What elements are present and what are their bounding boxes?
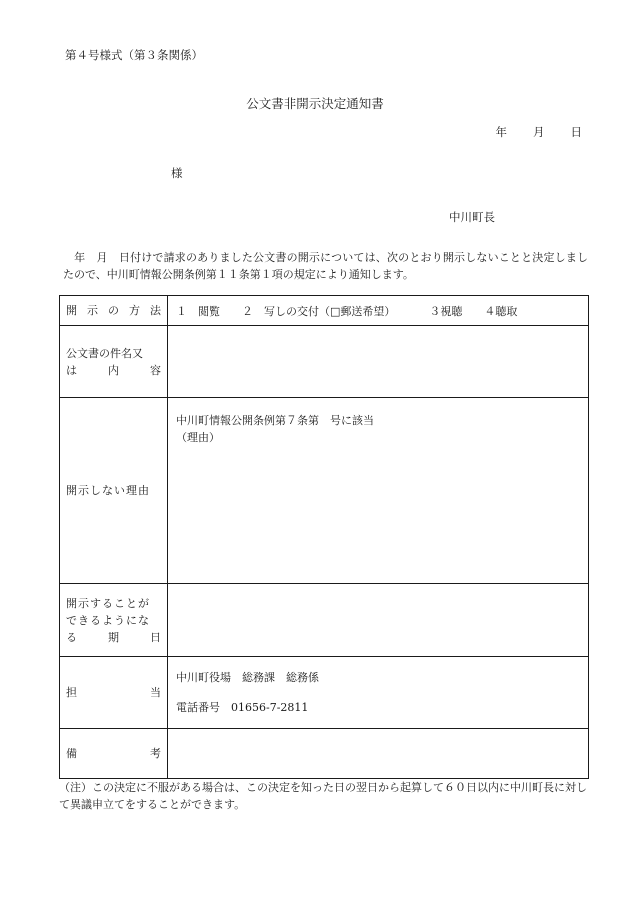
row-disclosure-method — [60, 296, 589, 326]
value-contact — [168, 657, 589, 729]
row-disclosable-date — [60, 584, 589, 657]
row-contact — [60, 657, 589, 729]
label-contact: 担 当 — [60, 657, 168, 729]
form-number: 第４号様式（第３条関係） — [65, 48, 203, 62]
sender: 中川町長 — [449, 210, 495, 224]
value-disclosure-method — [168, 296, 589, 326]
label-remarks: 備 考 — [60, 729, 168, 779]
value-subject — [168, 326, 589, 398]
intro-paragraph: 年 月 日付けで請求のありました公文書の開示については、次のとおり開示しないことと決定しましたので、中川町情報公開条例第１１条第１項の規定により通知します。 — [63, 251, 588, 281]
label-subject: 公文書の件名又 は 内 容 — [60, 326, 168, 398]
date-month: 月 — [533, 125, 545, 139]
label-disclosure-method: 開 示 の 方 法 — [60, 296, 168, 326]
value-disclosable-date — [168, 584, 589, 657]
value-reason — [168, 398, 589, 584]
label-reason: 開示しない理由 — [60, 398, 168, 584]
appeal-note: （注）この決定に不服がある場合は、この決定を知った日の翌日から起算して６０日以内に中川町長に対して異議申立てをすることができます。 — [59, 781, 587, 811]
date-day: 日 — [570, 125, 582, 139]
method-option-watch: ３視聴 — [429, 304, 463, 318]
addressee: 様 — [171, 166, 183, 180]
method-option-copy: ２ 写しの交付（□郵送希望） — [242, 304, 396, 318]
reason-detail-label: （理由） — [176, 431, 220, 444]
reason-article: 中川町情報公開条例第７条第 号に該当 — [176, 414, 374, 427]
label-disclosable-date: 開示することが できるようにな る 期 日 — [60, 584, 168, 657]
date-line — [496, 124, 583, 140]
method-option-view: １ 閲覧 — [176, 304, 220, 318]
row-subject — [60, 326, 589, 398]
decision-table — [59, 295, 589, 779]
method-option-listen: ４聴取 — [484, 304, 518, 318]
contact-phone: 電話番号 01656-7-2811 — [176, 701, 309, 714]
contact-office: 中川町役場 総務課 総務係 — [176, 671, 319, 684]
date-year: 年 — [495, 125, 507, 139]
row-reason — [60, 398, 589, 584]
row-remarks — [60, 729, 589, 779]
value-remarks — [168, 729, 589, 779]
document-title: 公文書非開示決定通知書 — [246, 96, 384, 111]
